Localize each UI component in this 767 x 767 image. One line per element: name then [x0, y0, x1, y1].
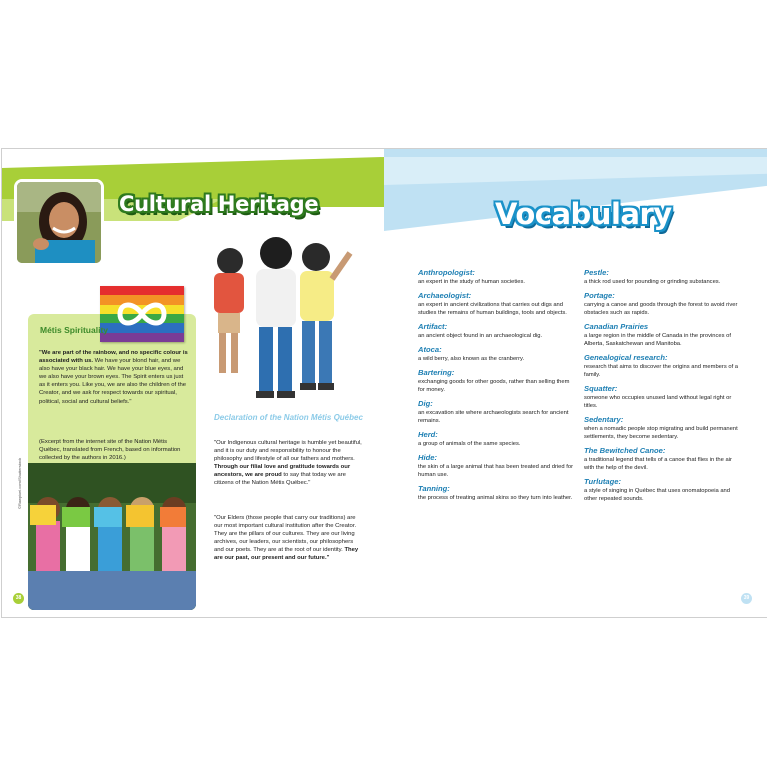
vocab-definition: carrying a canoe and goods through the forest to avoid river obstacles such as rapids. — [584, 302, 738, 316]
declaration-paragraph-2 — [214, 514, 364, 563]
vocab-definition: a style of singing in Québec that uses onomatopoeia and other repeated sounds. — [584, 488, 730, 502]
page-title-vocabulary: Vocabulary — [495, 197, 672, 231]
declaration-p2-text: "Our Elders (those people that carry our traditions) are our most important cultural institution after the Creator. They are the pillars of our cultures. They are our living archives, our leaders, our scientists, our philosophers and our poets. They are at the root of our identity. — [214, 515, 357, 554]
vocab-term: Turlutage: — [584, 477, 621, 486]
vocab-definition: when a nomadic people stop migrating and build permanent settlements, they become sedentary. — [584, 426, 738, 440]
vocabulary-column-right — [584, 268, 742, 508]
vocab-term: Canadian Prairies — [584, 322, 649, 331]
declaration-paragraph-1 — [214, 439, 364, 488]
declaration-p1-bold: Through our filial love and gratitude towards our ancestors, we are proud — [214, 464, 351, 479]
vocab-definition: a traditional legend that tells of a canoe that flies in the air with the help of the devil. — [584, 457, 732, 471]
vocab-definition: exchanging goods for other goods, rather than selling them for money. — [418, 379, 570, 393]
vocab-definition: the process of treating animal skins so they turn into leather. — [418, 495, 573, 501]
declaration-heading: Declaration of the Nation Métis Québec — [214, 413, 363, 422]
declaration-p1-end: to say that today we are citizens of the Nation Métis Québec." — [214, 472, 346, 487]
vocab-term: Squatter: — [584, 384, 618, 393]
vocab-definition: a thick rod used for pounding or grinding substances. — [584, 279, 721, 285]
vocab-term: Anthropologist: — [418, 268, 475, 277]
vocab-term: Archaeologist: — [418, 291, 472, 300]
vocabulary-column-left — [418, 268, 576, 507]
vocab-term: Artifact: — [418, 322, 448, 331]
vocab-term: Sedentary: — [584, 415, 624, 424]
vocab-definition: a wild berry, also known as the cranberry. — [418, 356, 525, 362]
vocab-definition: an excavation site where archaeologists search for ancient remains. — [418, 410, 569, 424]
children-illustration — [204, 235, 364, 405]
metis-quote-rest: We have your blond hair, and we also have your black hair. We have your blue eyes, and we also have your brown eyes. The Spirit enters us just as it enters you. Like you, we are also the children of the Creator, and we ask for respect towards our spiritual, political, social and cultural beliefs." — [39, 358, 187, 405]
vocab-term: Hide: — [418, 453, 437, 462]
vocab-definition: a large region in the middle of Canada in the provinces of Alberta, Saskatchewan and Manitoba. — [584, 333, 731, 347]
children-reading-photo — [28, 463, 196, 610]
vocab-term: Bartering: — [418, 368, 455, 377]
vocab-definition: the skin of a large animal that has been treated and dried for human use. — [418, 464, 574, 478]
vocab-term: Genealogical research: — [584, 353, 668, 362]
vocab-term: Portage: — [584, 291, 615, 300]
vocab-definition: research that aims to discover the origins and members of a family. — [584, 364, 739, 378]
vocab-term: Herd: — [418, 430, 438, 439]
declaration-p2-bold: They are our past, our present and our future." — [214, 547, 359, 562]
metis-spirituality-heading: Métis Spirituality — [40, 325, 109, 335]
photo-credit: ©Rawpixel.com/Shutterstock — [17, 457, 22, 509]
book-spread — [1, 148, 767, 618]
vocab-term: Pestle: — [584, 268, 609, 277]
page-title-cultural-heritage: Cultural Heritage — [119, 192, 319, 216]
metis-excerpt-note: (Excerpt from the internet site of the Nation Métis Québec, translated from French, based on information collected by the authors in 2016.) — [39, 439, 181, 462]
portrait-photo — [14, 179, 104, 266]
vocab-term: Atoca: — [418, 345, 442, 354]
vocab-term: Dig: — [418, 399, 433, 408]
metis-quote-bold: "We are part of the rainbow, and no specific colour is associated with us. — [39, 350, 188, 365]
vocab-definition: an ancient object found in an archaeological dig. — [418, 333, 543, 339]
declaration-p1-text: "Our Indigenous cultural heritage is humble yet beautiful, and it is our duty and responsibility to honour the philosophy and lifestyle of all our fathers and mothers. — [214, 440, 362, 463]
vocab-definition: someone who occupies unused land without legal right or titles. — [584, 395, 732, 409]
vocab-definition: an expert in ancient civilizations that carries out digs and studies the remains of human buildings, tools and objects. — [418, 302, 567, 316]
page-number-left: 38 — [13, 593, 24, 604]
vocab-definition: an expert in the study of human societies. — [418, 279, 525, 285]
page-number-right: 39 — [741, 593, 752, 604]
vocab-term: The Bewitched Canoe: — [584, 446, 666, 455]
vocab-term: Tanning: — [418, 484, 450, 493]
metis-quote-text — [39, 349, 189, 406]
vocab-definition: a group of animals of the same species. — [418, 441, 521, 447]
